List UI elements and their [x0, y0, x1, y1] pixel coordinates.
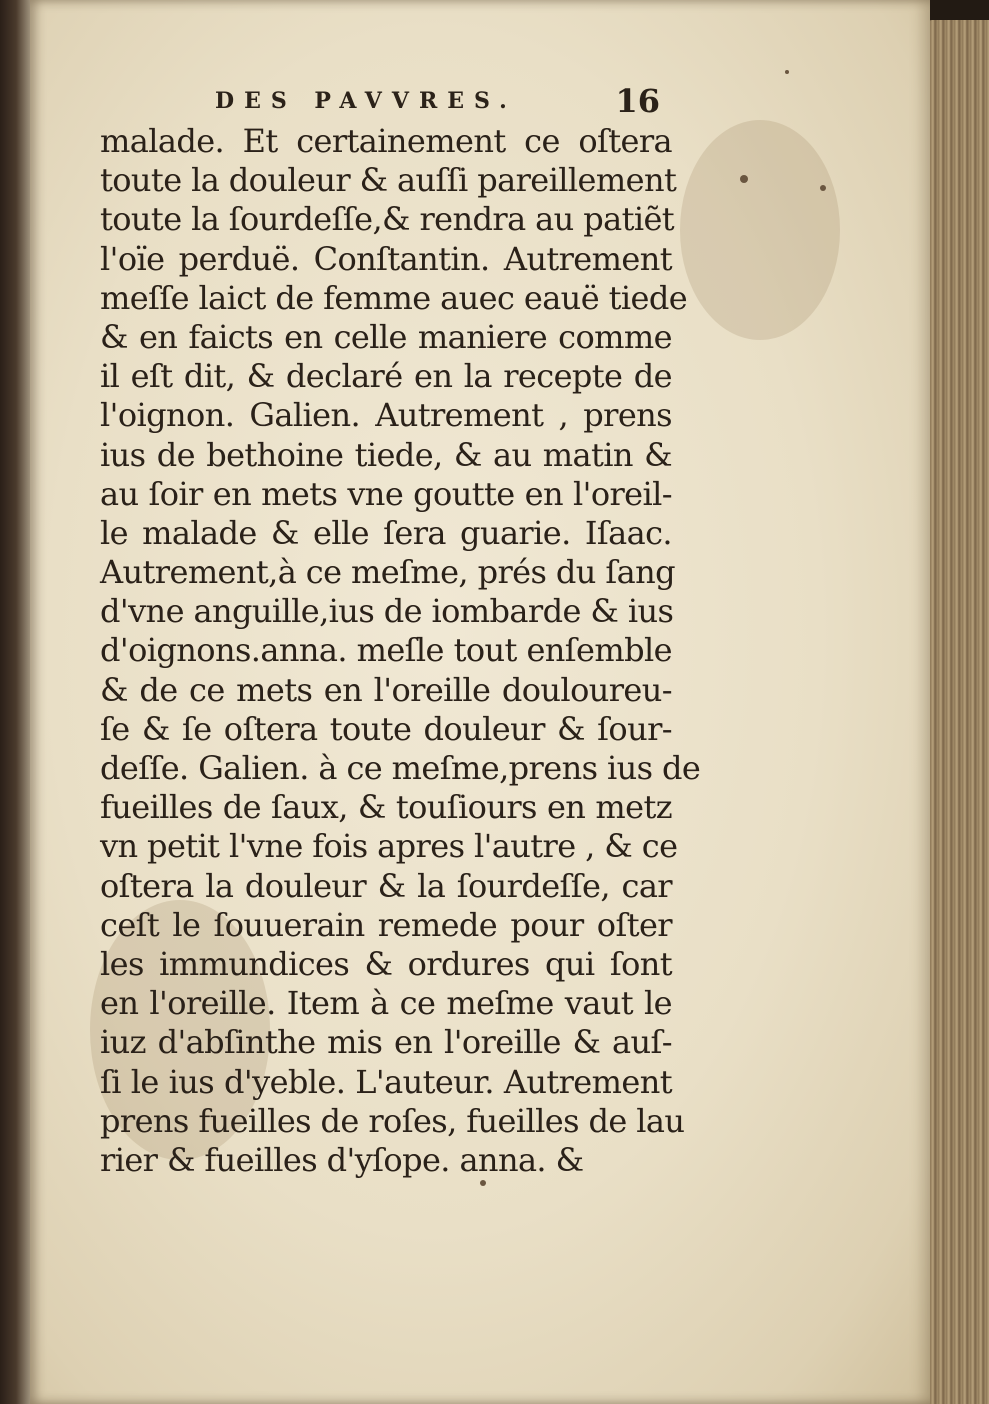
body-text	[100, 122, 701, 1180]
text-line: le malade & elle ſera guarie. Iſaac.	[100, 513, 672, 552]
paper-stain	[680, 120, 840, 340]
margin-speck	[480, 1180, 486, 1186]
text-line: ſe & ſe oſtera toute douleur & ſour-	[100, 709, 672, 748]
text-line: ceſt le ſouuerain remede pour oſter	[100, 905, 672, 944]
text-line: au ſoir en mets vne goutte en l'oreil-	[100, 474, 672, 513]
text-line: iuz d'abſinthe mis en l'oreille & auſ-	[100, 1023, 672, 1062]
text-line: d'oignons.anna. meſle tout enſemble	[100, 631, 672, 670]
text-line: meſſe laict de femme auec eauë tiede	[100, 278, 688, 317]
page-edges	[922, 20, 989, 1404]
text-line: l'oignon. Galien. Autrement , prens	[100, 396, 672, 435]
text-line: en l'oreille. Item à ce meſme vaut le	[100, 984, 672, 1023]
text-line: d'vne anguille,ius de iombarde & ius	[100, 592, 674, 631]
text-line: rier & fueilles d'yſope. anna. &	[100, 1140, 584, 1179]
text-line: & de ce mets en l'oreille douloureu-	[100, 670, 672, 709]
text-line: ſi le ius d'yeble. L'auteur. Autrement	[100, 1062, 672, 1101]
margin-speck	[785, 70, 789, 74]
header-title: DES PAVVRES.	[215, 88, 517, 114]
text-line: malade. Et certainement ce oſtera	[100, 122, 672, 160]
text-line: les immundices & ordures qui ſont	[100, 944, 672, 983]
text-line: Autrement,à ce meſme, prés du ſang	[100, 553, 675, 592]
text-line: toute la douleur & auſſi pareillement	[100, 161, 677, 200]
margin-speck	[820, 185, 826, 191]
text-line: oſtera la douleur & la ſourdeſſe, car	[100, 866, 672, 905]
text-line: prens fueilles de roſes, fueilles de lau	[100, 1101, 685, 1140]
text-line: il eſt dit, & declaré en la recepte de	[100, 357, 672, 396]
text-line: l'oïe perduë. Conſtantin. Autrement	[100, 239, 672, 278]
page-number: 16	[615, 82, 660, 120]
margin-speck	[740, 175, 748, 183]
text-line: deſſe. Galien. à ce meſme,prens ius de	[100, 749, 701, 787]
text-line: & en faicts en celle maniere comme	[100, 317, 672, 356]
text-line: ius de bethoine tiede, & au matin &	[100, 435, 672, 474]
text-line: vn petit l'vne fois apres l'autre , & ce	[100, 827, 678, 866]
text-line: fueilles de ſaux, & touſiours en metz	[100, 788, 672, 827]
text-line: toute la ſourdeſſe,& rendra au patiẽt	[100, 200, 675, 239]
